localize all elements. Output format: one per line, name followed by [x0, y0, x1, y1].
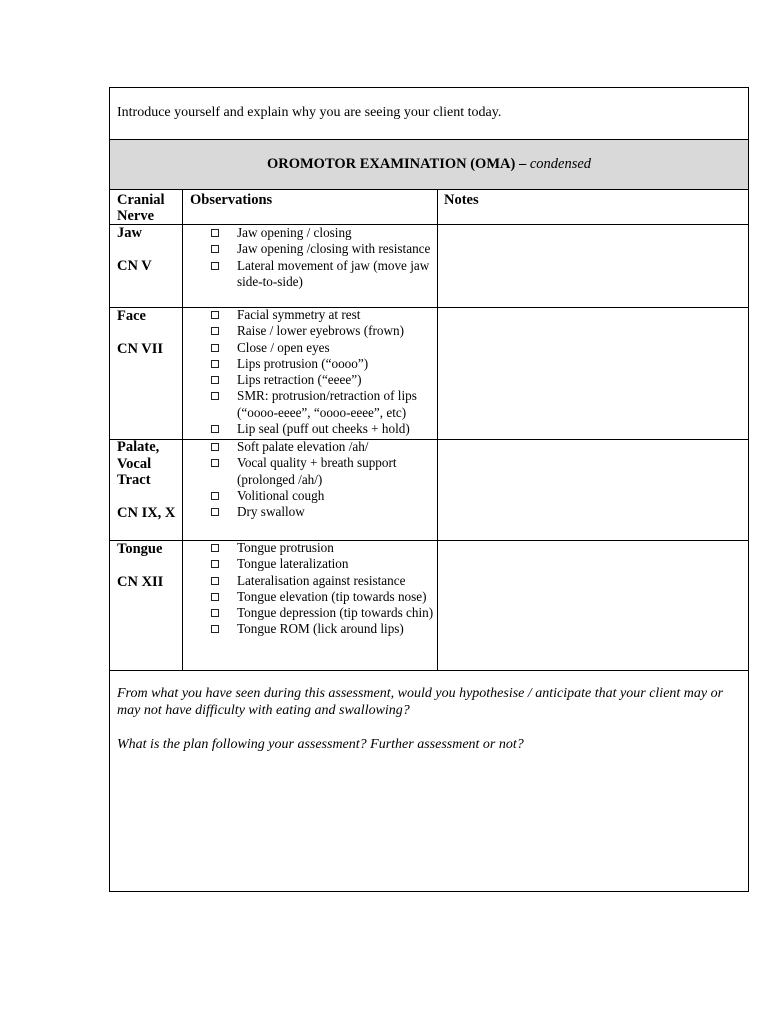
nerve-tongue — [117, 541, 179, 591]
tongue-row-divider — [110, 670, 748, 671]
checklist-item — [211, 605, 441, 621]
checkbox[interactable] — [211, 229, 219, 237]
checkbox[interactable] — [211, 625, 219, 633]
checkbox[interactable] — [211, 492, 219, 500]
checkbox[interactable] — [211, 311, 219, 319]
checklist-item — [211, 225, 441, 241]
checklist-item — [211, 556, 441, 572]
checklist-item — [211, 388, 441, 421]
checklist-label: Tongue elevation (tip towards nose) — [237, 588, 427, 604]
checklist-label: Lateralisation against resistance — [237, 572, 406, 588]
checklist-label: Facial symmetry at rest — [237, 307, 361, 322]
nerve-cn: CN V — [117, 258, 152, 274]
checklist-label: Tongue protrusion — [237, 540, 334, 555]
checklist-item — [211, 621, 441, 637]
form-title — [110, 156, 748, 173]
checkbox[interactable] — [211, 560, 219, 568]
face-notes-cell[interactable] — [438, 308, 748, 439]
checklist-label: Jaw opening / closing — [237, 225, 352, 240]
column-divider-nerve — [182, 190, 183, 670]
form-title-subtitle: condensed — [529, 156, 592, 172]
column-divider-notes — [437, 190, 438, 225]
question-plan: What is the plan following your assessment? Further assessment or not? — [117, 737, 524, 752]
tongue-notes-cell[interactable] — [438, 541, 748, 670]
nerve-cn: CN XII — [117, 574, 164, 590]
checklist-item — [211, 323, 441, 339]
checklist-label: Soft palate elevation /ah/ — [237, 439, 369, 454]
checklist-label: Tongue lateralization — [237, 556, 349, 572]
intro-row — [110, 88, 748, 140]
palate-observations — [211, 439, 441, 520]
checklist-label: Tongue depression (tip towards chin) — [237, 605, 434, 621]
nerve-palate — [117, 439, 179, 522]
checkbox[interactable] — [211, 376, 219, 384]
checkbox[interactable] — [211, 443, 219, 451]
checklist-item — [211, 573, 441, 589]
checklist-label: Volitional cough — [237, 487, 325, 503]
face-observations — [211, 307, 441, 437]
checklist-item — [211, 421, 441, 437]
checklist-label: Vocal quality + breath support (prolonged /ah/) — [237, 455, 397, 487]
checklist-label: Dry swallow — [237, 504, 305, 520]
oma-form — [109, 87, 749, 892]
checklist-item — [211, 307, 441, 323]
intro-text: Introduce yourself and explain why you are seeing your client today. — [117, 105, 502, 120]
checklist-label: Close / open eyes — [237, 339, 330, 355]
header-notes: Notes — [444, 192, 479, 208]
checkbox[interactable] — [211, 459, 219, 467]
checklist-label: SMR: protrusion/retraction of lips (“oooo-eeee”, “oooo-eeee”, etc) — [237, 388, 417, 420]
tongue-observations — [211, 540, 441, 638]
checklist-item — [211, 455, 441, 488]
checklist-label: Lip seal (puff out cheeks + hold) — [237, 421, 410, 437]
checklist-item — [211, 258, 441, 291]
checklist-label: Raise / lower eyebrows (frown) — [237, 323, 404, 339]
checklist-item — [211, 439, 441, 455]
checklist-item — [211, 488, 441, 504]
nerve-jaw — [117, 225, 179, 275]
checkbox[interactable] — [211, 245, 219, 253]
checkbox[interactable] — [211, 262, 219, 270]
checklist-item — [211, 340, 441, 356]
checklist-label: Lips protrusion (“oooo”) — [237, 355, 369, 371]
checkbox[interactable] — [211, 360, 219, 368]
nerve-cn: CN VII — [117, 341, 164, 357]
checkbox[interactable] — [211, 544, 219, 552]
checklist-label: Lateral movement of jaw (move jaw side-to-side) — [237, 257, 430, 289]
nerve-name: Palate, Vocal Tract — [117, 439, 160, 488]
nerve-name: Jaw — [117, 225, 142, 241]
header-cranial-nerve: Cranial Nerve — [117, 192, 165, 224]
jaw-notes-cell[interactable] — [438, 225, 748, 307]
checkbox[interactable] — [211, 593, 219, 601]
nerve-name: Tongue — [117, 541, 163, 557]
form-title-main: OROMOTOR EXAMINATION (OMA) – — [266, 156, 527, 172]
checkbox[interactable] — [211, 344, 219, 352]
checkbox[interactable] — [211, 425, 219, 433]
checklist-item — [211, 356, 441, 372]
form-heading — [110, 140, 748, 190]
header-observations: Observations — [190, 192, 273, 208]
checkbox[interactable] — [211, 392, 219, 400]
question-swallowing: From what you have seen during this assessment, would you hypothesise / anticipate that your client may or may not have difficulty with eating and swallowing? — [117, 686, 724, 718]
checklist-item — [211, 241, 441, 257]
response-area[interactable] — [111, 758, 747, 890]
checkbox[interactable] — [211, 577, 219, 585]
checkbox[interactable] — [211, 609, 219, 617]
checklist-label: Jaw opening /closing with resistance — [237, 241, 431, 257]
nerve-name: Face — [117, 308, 146, 324]
jaw-observations — [211, 225, 441, 290]
palate-notes-cell[interactable] — [438, 440, 748, 540]
nerve-face — [117, 308, 179, 358]
nerve-cn: CN IX, X — [117, 505, 176, 521]
checkbox[interactable] — [211, 327, 219, 335]
checklist-item — [211, 589, 441, 605]
checkbox[interactable] — [211, 508, 219, 516]
checklist-label: Lips retraction (“eeee”) — [237, 372, 362, 388]
checklist-item — [211, 504, 441, 520]
checklist-item — [211, 372, 441, 388]
checklist-label: Tongue ROM (lick around lips) — [237, 621, 404, 637]
checklist-item — [211, 540, 441, 556]
